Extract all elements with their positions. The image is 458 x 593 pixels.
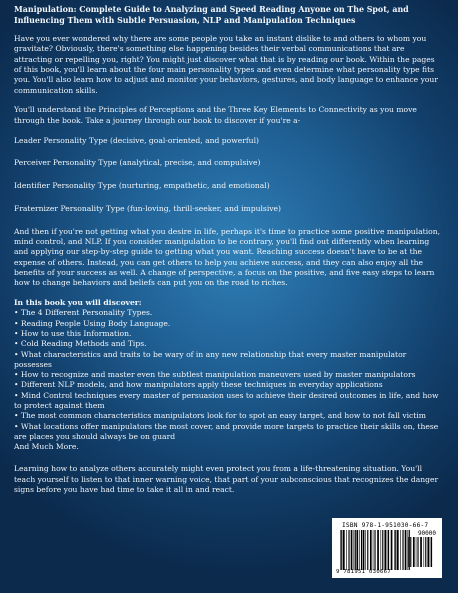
discover-list xyxy=(14,308,444,442)
bullet-icon: • xyxy=(14,339,19,349)
intro-paragraph: Have you ever wondered why there are some people you take an instant dislike to and others to whom you gravitate? Obviously, there's something else happening besides their verbal communications that are attracting or repelling you, right? You might just discover what that is by reading our book. Within the pages of this book, you'll learn about the four main personality types and even determine what personality type fits you. You'll also learn how to adjust and monitor your behaviors, gestures, and body language to enhance your communication skills. xyxy=(14,34,438,95)
bullet-icon: • xyxy=(14,349,19,359)
book-title: Manipulation: Complete Guide to Analyzing and Speed Reading Anyone on The Spot, and Influencing Them with Subtle Persuasion, NLP and Manipulation Techniques xyxy=(14,5,409,25)
cover-text xyxy=(14,5,444,505)
price-code: 90000 xyxy=(417,530,436,537)
list-item: • What locations offer manipulators the most cover, and provide more targets to practice their skills on, these are places you should always be on guard xyxy=(14,421,439,441)
bullet-icon: • xyxy=(14,318,19,328)
price-barcode-bars xyxy=(408,537,434,567)
bullet-icon: • xyxy=(14,421,19,431)
list-item: • What characteristics and traits to be wary of in any new relationship that every master manipulator possesses xyxy=(14,349,407,369)
manipulation-paragraph: And then if you're not getting what you desire in life, perhaps it's time to practice some positive manipulation, mind control, and NLP. If you consider manipulation to be contrary, you'll find out differently when learning and applying our step-by-step guide to getting what you want. Reaching success doesn't have to be at the expense of others. Instead, you can get others to help you achieve success, and they can also enjoy all the benefits of your success as well. A change of perspective, a focus on the positive, and five easy steps to learn how to change behaviors and beliefs can put you on the road to riches. xyxy=(14,226,441,288)
list-item: • How to use this Information. xyxy=(14,328,132,338)
barcode xyxy=(332,518,442,578)
bullet-icon: • xyxy=(14,411,19,421)
discover-heading: In this book you will discover: xyxy=(14,298,142,308)
list-item: • The 4 Different Personality Types. xyxy=(14,308,153,318)
list-item: • How to recognize and master even the subtlest manipulation maneuvers used by master manipulators xyxy=(14,370,416,380)
bullet-icon: • xyxy=(14,328,19,338)
bullet-icon: • xyxy=(14,380,19,390)
bullet-icon: • xyxy=(14,308,19,318)
principles-paragraph: You'll understand the Principles of Perceptions and the Three Key Elements to Connectivity as you move through the book. Take a journey through our book to discover if you're a- xyxy=(14,105,417,125)
personality-type-fraternizer: Fraternizer Personality Type (fun-loving, thrill-seeker, and impulsive) xyxy=(14,203,281,213)
list-item: • Reading People Using Body Language. xyxy=(14,318,171,328)
personality-type-perceiver: Perceiver Personality Type (analytical, precise, and compulsive) xyxy=(14,158,261,168)
bullet-icon: • xyxy=(14,370,19,380)
personality-type-leader: Leader Personality Type (decisive, goal-oriented, and powerful) xyxy=(14,135,259,145)
closing-paragraph: Learning how to analyze others accurately might even protect you from a life-threatening situation. You'll teach yourself to listen to that inner warning voice, that part of your subconscious that recognizes the danger signs before you have had time to take it all in and react. xyxy=(14,464,439,495)
barcode-bars xyxy=(340,530,410,570)
list-item: • The most common characteristics manipulators look for to spot an easy target, and how to not fall victim xyxy=(14,411,426,421)
personality-type-identifier: Identifier Personality Type (nurturing, empathetic, and emotional) xyxy=(14,181,270,191)
and-much-more: And Much More. xyxy=(14,442,79,452)
barcode-digits: 9 781951 030667 xyxy=(336,569,392,575)
list-item: • Cold Reading Methods and Tips. xyxy=(14,339,147,349)
list-item: • Mind Control techniques every master of persuasion uses to achieve their desired outcomes in life, and how to protect against them xyxy=(14,390,439,410)
bullet-icon: • xyxy=(14,390,19,400)
list-item: • Different NLP models, and how manipulators apply these techniques in everyday applications xyxy=(14,380,383,390)
isbn-label: ISBN 978-1-951030-66-7 xyxy=(342,522,429,529)
